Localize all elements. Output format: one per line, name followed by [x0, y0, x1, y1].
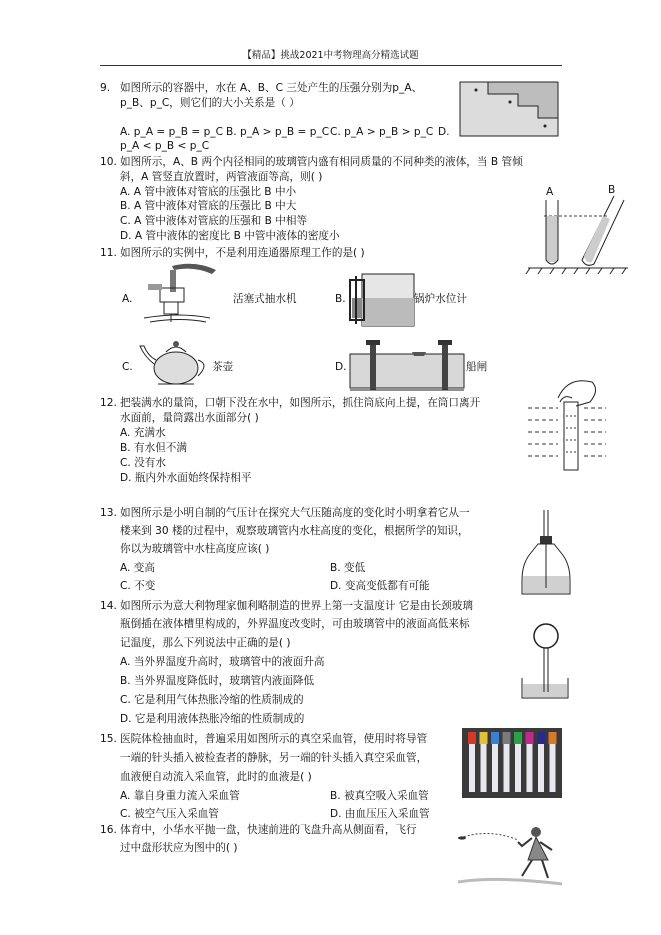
- q9-stem-line1: 如图所示的容器中，水在 A、B、C 三处产生的压强分别为p_A、: [120, 82, 423, 94]
- q12-option-b: B. 有水但不满: [120, 442, 187, 454]
- q11-stem-line1: 如图所示的实例中，不是利用连通器原理工作的是( ): [120, 247, 365, 259]
- q9-option-c: C. p_A > p_B > p_C: [330, 126, 434, 138]
- q11-shiplock-figure: [350, 334, 464, 392]
- tube-body: [515, 744, 521, 792]
- q10-label-a: A: [546, 186, 554, 198]
- q14-thermoscope-figure: [520, 622, 570, 700]
- tube-cap: [491, 732, 499, 744]
- q11-option-b: B.: [335, 293, 346, 305]
- q14-number: 14.: [100, 600, 117, 612]
- q12-option-c: C. 没有水: [120, 457, 166, 469]
- tube-cap: [480, 732, 488, 744]
- q9-option-a: A. p_A = p_B = p_C: [120, 126, 223, 138]
- tube-body: [527, 744, 533, 792]
- tube-body: [550, 744, 556, 792]
- q10-number: 10.: [100, 156, 117, 168]
- q15-blood-tubes-photo: [462, 728, 562, 798]
- tube-cap: [537, 732, 545, 744]
- tube-cap: [526, 732, 534, 744]
- q10-tubes-figure: [528, 196, 628, 276]
- q10-stem-line2: 斜，A 管竖直放置时，两管液面等高，则( ): [120, 171, 323, 183]
- q11-boiler-figure: [350, 268, 414, 330]
- q11-option-d: D.: [335, 361, 347, 373]
- tube-cap: [468, 732, 476, 744]
- header-rule: [100, 65, 562, 66]
- q11-caption-a: 活塞式抽水机: [233, 293, 297, 305]
- q14-option-b: B. 当外界温度降低时，玻璃管内液面降低: [120, 675, 315, 687]
- page-header: 【精品】挑战2021中考物理高分精选试题: [242, 50, 419, 61]
- q11-caption-c: 茶壶: [212, 361, 234, 373]
- tube-body: [481, 744, 487, 792]
- q14-stem-line2: 瓶倒插在液体槽里构成的，外界温度改变时，可由玻璃管中的液面高低来标: [120, 618, 470, 630]
- q13-option-b: B. 变低: [330, 562, 366, 574]
- tube-cap: [503, 732, 511, 744]
- q15-stem-line3: 血液便自动流入采血管，此时的血液是( ): [120, 771, 312, 783]
- q16-stem-line2: 过中盘形状应为图中的( ): [120, 842, 238, 854]
- q12-stem-line1: 把装满水的量筒，口朝下没在水中，如图所示，抓住筒底向上提，在筒口离开: [120, 397, 481, 409]
- tube-cap: [549, 732, 557, 744]
- q11-number: 11.: [100, 247, 117, 259]
- q11-caption-b: 锅炉水位计: [414, 293, 467, 305]
- q13-stem-line3: 你以为玻璃管中水柱高度应该( ): [120, 543, 270, 555]
- q15-number: 15.: [100, 733, 117, 745]
- q9-stem-line2: p_B、p_C，则它们的大小关系是（ ）: [120, 97, 300, 109]
- q10-option-b: B. A 管中液体对管底的压强比 B 中大: [120, 200, 297, 212]
- q10-stem-line1: 如图所示，A、B 两个内径相同的玻璃管内盛有相同质量的不同种类的液体，当 B 管倾: [120, 156, 523, 168]
- q16-frisbee-girl-figure: [458, 820, 562, 888]
- q15-stem-line2: 一端的针头插入被检查者的静脉，另一端的针头插入真空采血管，: [120, 752, 428, 764]
- q12-cylinder-figure: [528, 376, 606, 476]
- q9-option-d-text: p_A < p_B < p_C: [120, 140, 210, 152]
- q11-teapot-figure: [140, 334, 210, 388]
- q11-option-c: C.: [122, 361, 133, 373]
- q12-number: 12.: [100, 397, 117, 409]
- q10-label-b: B: [608, 184, 616, 196]
- q15-option-c: C. 被空气压入采血管: [120, 808, 219, 820]
- q10-option-c: C. A 管中液体对管底的压强和 B 中相等: [120, 215, 308, 227]
- q13-option-a: A. 变高: [120, 562, 155, 574]
- q15-option-b: B. 被真空吸入采血管: [330, 790, 429, 802]
- tube-body: [492, 744, 498, 792]
- q13-stem-line1: 如图所示是小明自制的气压计在探究大气压随高度的变化时小明拿着它从一: [120, 507, 470, 519]
- q9-option-b: B. p_A > p_B = p_C: [226, 126, 330, 138]
- q13-barometer-figure: [520, 510, 572, 596]
- q14-stem-line1: 如图所示为意大利物理家伽利略制造的世界上第一支温度计 它是由长颈玻璃: [120, 600, 473, 612]
- q15-option-d: D. 由血压压入采血管: [330, 808, 430, 820]
- q12-option-a: A. 充满水: [120, 427, 166, 439]
- q16-number: 16.: [100, 824, 117, 836]
- q12-option-d: D. 瓶内外水面始终保持相平: [120, 472, 252, 484]
- tube-cap: [514, 732, 522, 744]
- q9-number: 9.: [100, 82, 111, 94]
- q13-number: 13.: [100, 507, 117, 519]
- q13-option-d: D. 变高变低都有可能: [330, 580, 430, 592]
- q13-stem-line2: 楼来到 30 楼的过程中，观察玻璃管内水柱高度的变化，根据所学的知识，: [120, 525, 469, 537]
- q13-option-c: C. 不变: [120, 580, 156, 592]
- q9-container-figure: [460, 82, 560, 138]
- q11-option-a: A.: [122, 293, 133, 305]
- q15-stem-line1: 医院体检抽血时，普遍采用如图所示的真空采血管，使用时将导管: [120, 733, 428, 745]
- q9-option-d: D.: [438, 126, 450, 138]
- q11-caption-d: 船闸: [466, 361, 488, 373]
- q14-stem-line3: 记温度，那么下列说法中正确的是( ): [120, 637, 291, 649]
- q12-stem-line2: 水面前，量筒露出水面部分( ): [120, 412, 259, 424]
- q14-option-a: A. 当外界温度升高时，玻璃管中的液面升高: [120, 656, 325, 668]
- q14-option-c: C. 它是利用气体热胀冷缩的性质制成的: [120, 694, 304, 706]
- q10-option-d: D. A 管中液体的密度比 B 中管中液体的密度小: [120, 230, 340, 242]
- tube-body: [469, 744, 475, 792]
- q15-option-a: A. 靠自身重力流入采血管: [120, 790, 240, 802]
- q10-option-a: A. A 管中液体对管底的压强比 B 中小: [120, 186, 297, 198]
- q16-stem-line1: 体育中，小华水平抛一盘，快速前进的飞盘升高从侧面看，飞行: [120, 824, 417, 836]
- tube-body: [538, 744, 544, 792]
- q11-pump-figure: [140, 262, 230, 324]
- q14-option-d: D. 它是利用液体热胀冷缩的性质制成的: [120, 713, 305, 725]
- tube-body: [504, 744, 510, 792]
